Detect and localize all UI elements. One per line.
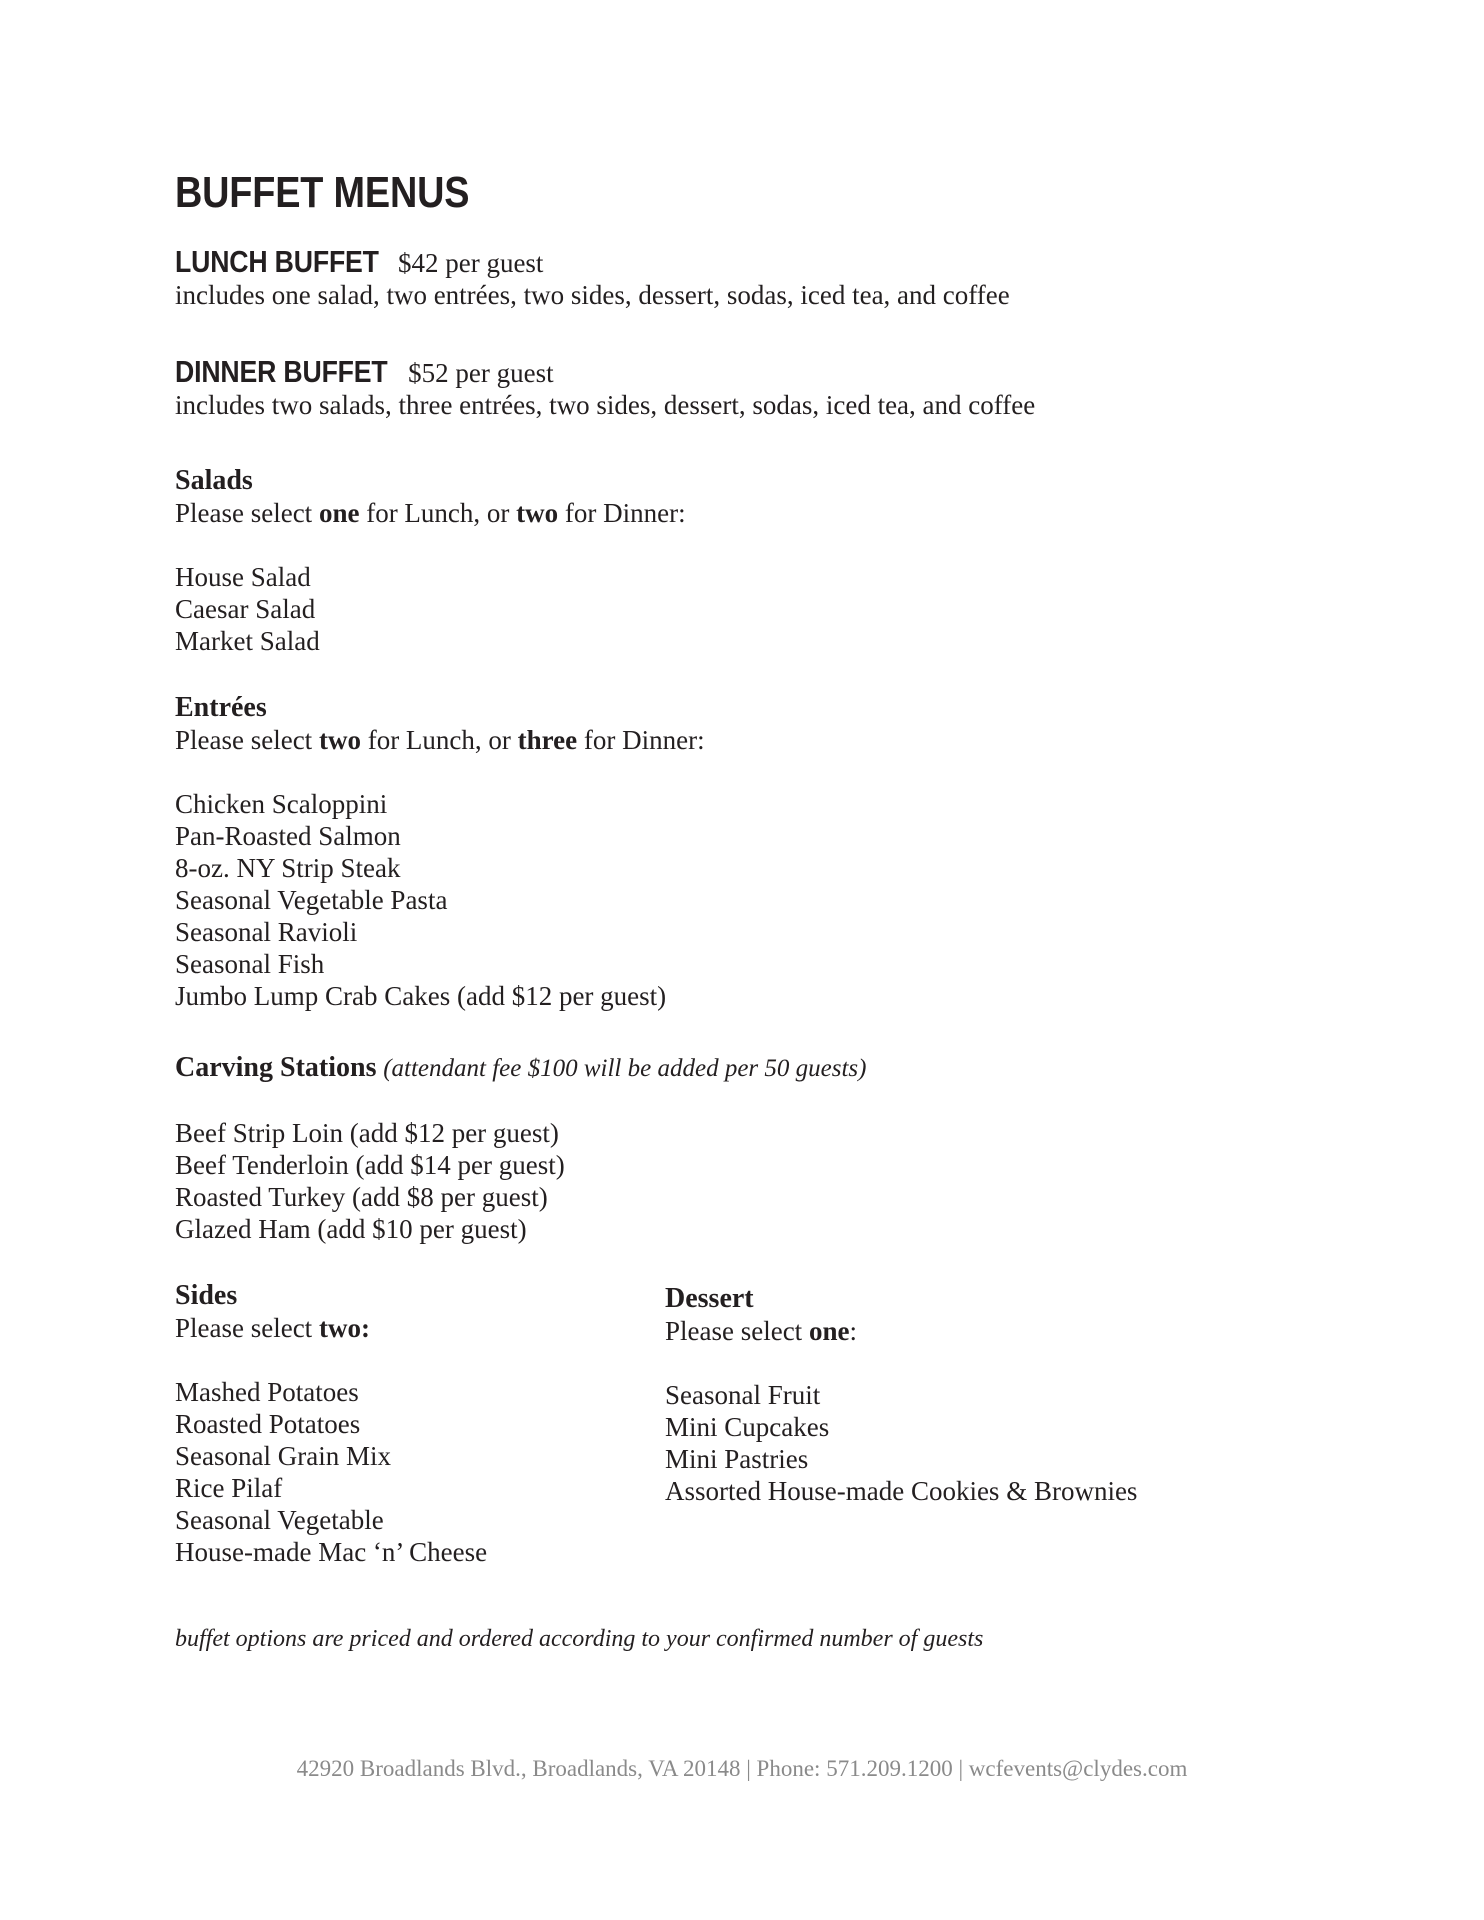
dinner-buffet-price: $52 per guest <box>408 358 554 388</box>
list-item: Beef Tenderloin (add $14 per guest) <box>175 1150 565 1180</box>
entrees-instructions: Please select two for Lunch, or three for Dinner: <box>175 725 705 755</box>
carving-section <box>175 1051 866 1245</box>
list-item: Seasonal Fish <box>175 949 325 979</box>
list-item: 8-oz. NY Strip Steak <box>175 853 401 883</box>
dessert-instructions: Please select one: <box>665 1316 857 1346</box>
carving-note: (attendant fee $100 will be added per 50 guests) <box>383 1055 867 1082</box>
carving-header <box>175 1051 866 1085</box>
list-item: Seasonal Fruit <box>665 1380 821 1410</box>
list-item: Market Salad <box>175 626 320 656</box>
list-item: Seasonal Grain Mix <box>175 1441 391 1471</box>
list-item: Caesar Salad <box>175 594 316 624</box>
dessert-title: Dessert <box>665 1283 754 1314</box>
lunch-buffet-price: $42 per guest <box>397 248 544 278</box>
list-item: Seasonal Vegetable Pasta <box>175 885 448 915</box>
carving-title: Carving Stations <box>175 1052 377 1083</box>
list-item: Assorted House-made Cookies & Brownies <box>665 1476 1138 1506</box>
dessert-section <box>665 1283 1137 1507</box>
list-item: Pan-Roasted Salmon <box>175 821 401 851</box>
entrees-title: Entrées <box>175 692 267 723</box>
page-title: BUFFET MENUS <box>175 168 470 217</box>
sides-instructions: Please select two: <box>175 1313 370 1343</box>
salads-title: Salads <box>175 465 253 496</box>
dinner-buffet-section <box>175 356 1035 421</box>
entrees-section <box>175 692 705 1012</box>
list-item: Roasted Turkey (add $8 per guest) <box>175 1182 548 1212</box>
salads-section <box>175 465 686 657</box>
lunch-buffet-description: includes one salad, two entrées, two sides, dessert, sodas, iced tea, and coffee <box>175 280 1010 310</box>
list-item: Chicken Scaloppini <box>175 789 388 819</box>
list-item: Seasonal Ravioli <box>175 917 358 947</box>
sides-title: Sides <box>175 1280 238 1311</box>
footer-note: buffet options are priced and ordered according to your confirmed number of guests <box>175 1626 984 1652</box>
list-item: Mashed Potatoes <box>175 1377 359 1407</box>
lunch-buffet-name: LUNCH BUFFET <box>175 244 379 279</box>
list-item: Mini Pastries <box>665 1444 809 1474</box>
list-item: Seasonal Vegetable <box>175 1505 384 1535</box>
salads-instructions: Please select one for Lunch, or two for Dinner: <box>175 498 686 528</box>
dinner-buffet-description: includes two salads, three entrées, two sides, dessert, sodas, iced tea, and coffee <box>175 390 1036 420</box>
dinner-buffet-name: DINNER BUFFET <box>175 354 388 389</box>
sides-section <box>175 1280 487 1568</box>
list-item: House-made Mac ‘n’ Cheese <box>175 1537 488 1567</box>
list-item: Jumbo Lump Crab Cakes (add $12 per guest) <box>175 981 667 1011</box>
lunch-buffet-section <box>175 246 1010 311</box>
list-item: Rice Pilaf <box>175 1473 283 1503</box>
list-item: Glazed Ham (add $10 per guest) <box>175 1214 527 1244</box>
list-item: Mini Cupcakes <box>665 1412 830 1442</box>
list-item: Beef Strip Loin (add $12 per guest) <box>175 1118 559 1148</box>
contact-info: 42920 Broadlands Blvd., Broadlands, VA 20148 | Phone: 571.209.1200 | wcfevents@clydes.com <box>296 1756 1188 1781</box>
list-item: Roasted Potatoes <box>175 1409 361 1439</box>
list-item: House Salad <box>175 562 311 592</box>
